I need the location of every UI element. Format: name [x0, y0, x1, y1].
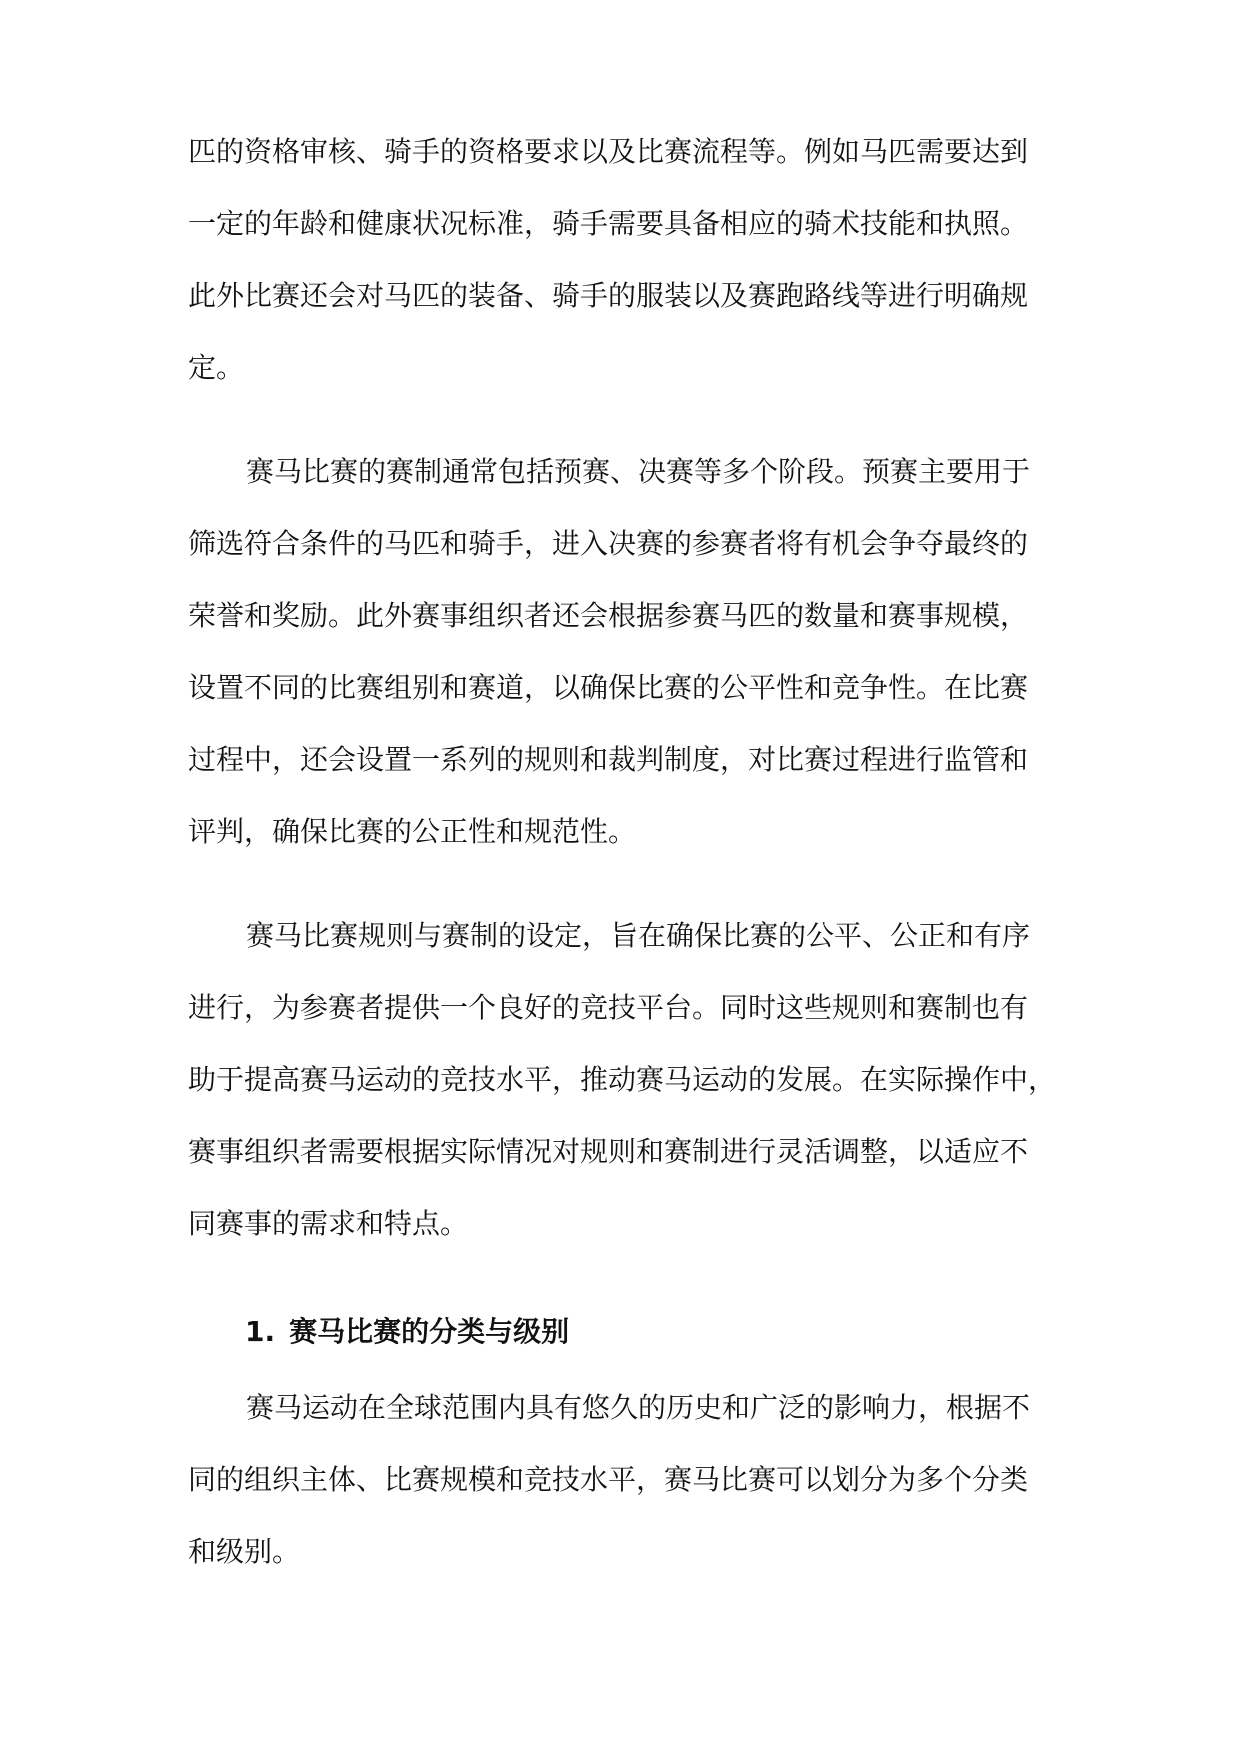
paragraph-1 — [188, 116, 1056, 404]
paragraph-line: 过程中，还会设置一系列的规则和裁判制度，对比赛过程进行监管和 — [188, 743, 1029, 776]
paragraph-line: 赛马比赛的赛制通常包括预赛、决赛等多个阶段。预赛主要用于 — [246, 455, 1031, 488]
section-title: 赛马比赛的分类与级别 — [289, 1315, 570, 1348]
paragraph-line: 同赛事的需求和特点。 — [188, 1207, 469, 1240]
paragraph-line: 同的组织主体、比赛规模和竞技水平，赛马比赛可以划分为多个分类 — [188, 1463, 1029, 1496]
paragraph-line: 定。 — [188, 351, 245, 384]
paragraph-line: 评判，确保比赛的公正性和规范性。 — [188, 815, 637, 848]
paragraph-line: 筛选符合条件的马匹和骑手，进入决赛的参赛者将有机会争夺最终的 — [188, 527, 1029, 560]
paragraph-line: 赛马比赛规则与赛制的设定，旨在确保比赛的公平、公正和有序 — [246, 919, 1031, 952]
paragraph-line: 和级别。 — [188, 1535, 301, 1568]
paragraph-line: 此外比赛还会对马匹的装备、骑手的服装以及赛跑路线等进行明确规 — [188, 279, 1029, 312]
section-number: 1. — [245, 1315, 276, 1348]
paragraph-line: 一定的年龄和健康状况标准，骑手需要具备相应的骑术技能和执照。 — [188, 207, 1029, 240]
paragraph-line: 赛事组织者需要根据实际情况对规则和赛制进行灵活调整，以适应不 — [188, 1135, 1029, 1168]
paragraph-4 — [188, 1372, 1056, 1588]
paragraph-line: 赛马运动在全球范围内具有悠久的历史和广泛的影响力，根据不 — [246, 1391, 1031, 1424]
paragraph-line: 进行，为参赛者提供一个良好的竞技平台。同时这些规则和赛制也有 — [188, 991, 1029, 1024]
paragraph-line: 荣誉和奖励。此外赛事组织者还会根据参赛马匹的数量和赛事规模， — [188, 599, 1029, 632]
paragraph-2 — [188, 436, 1056, 868]
section-heading — [245, 1312, 569, 1352]
paragraph-3 — [188, 900, 1056, 1260]
paragraph-line: 匹的资格审核、骑手的资格要求以及比赛流程等。例如马匹需要达到 — [188, 135, 1029, 168]
paragraph-line: 设置不同的比赛组别和赛道，以确保比赛的公平性和竞争性。在比赛 — [188, 671, 1029, 704]
paragraph-line: 助于提高赛马运动的竞技水平，推动赛马运动的发展。在实际操作中， — [188, 1063, 1057, 1096]
